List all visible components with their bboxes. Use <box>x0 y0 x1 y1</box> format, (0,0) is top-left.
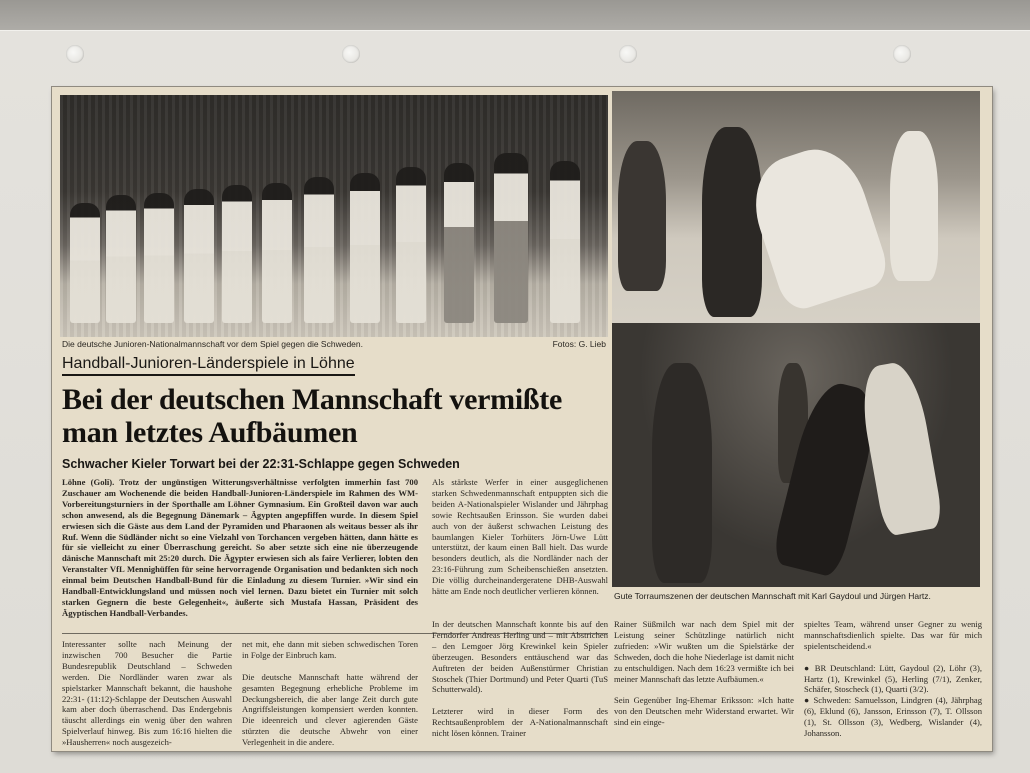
action-photo-top <box>612 91 980 337</box>
photo-credit: Fotos: G. Lieb <box>552 339 606 349</box>
team-player-figure <box>70 203 100 323</box>
kicker-title: Handball-Junioren-Länderspiele in Löhne <box>62 355 355 376</box>
lead-paragraph: Löhne (Goli). Trotz der ungünstigen Witterungsverhältnisse verfolgten immerhin fast 700 Zuschauer am Wochenende die beiden Handball-Junioren-Länderspiele im Rahmen des WM-Vorbereitungsturniers in der Sporthalle am Löhner Gymnasium. Ein Großteil davon war auch schon anwesend, als die Begegnung Dänemark – Ägypten angepfiffen wurde. In diesem Spiel erwiesen sich die Gäste aus dem Land der Pyramiden und Pharaonen als weitaus besser als ihr Ruf. Wenn die Südländer nicht so eine Vielzahl von Torchancen vergeben hätten, dann hätte es für sie vielleicht zu einer Überraschung gereicht. So aber setzte sich eine nie überzeugende dänische Mannschaft mit 25:20 durch. Die Ägypter erwiesen sich als faire Verlierer, lobten den Veranstalter VfL Mennighüffen für seine hervorragende Organisation und bedankten sich noch einmal beim Deutschen Handball-Bund für die Einladung zu diesem Turnier. »Wir sind ein Handball-Entwicklungsland und müssen noch viel lernen. Dazu bietet ein Turnier mit solch starken Gegnern die beste Gelegenheit«, äußerte sich Mustafa Hassan, Präsident des Ägyptischen Handball-Verbandes. <box>62 477 418 618</box>
action-photo-bottom <box>612 323 980 587</box>
team-player-figure <box>396 167 426 323</box>
team-photo-caption-row <box>62 339 606 349</box>
article-column-a: Interessanter sollte nach Meinung der inzwischen 700 Besucher die Partie Bundesrepublik Deutschland – Schweden werden. Die Nordländer waren zwar als spielstarker Mannschaft bekannt, die haushohe 22:31- (11:12)-Schlappe der Deutschen Auswahl kam aber doch überraschend. Das Endergebnis täuscht allerdings ein wenig über den wahren Spielverlauf hinweg. Bis zum 16:16 hielten die »Hausherren« noch ausgezeich- <box>62 639 232 748</box>
article-column-b: net mit, ehe dann mit sieben schwedischen Toren in Folge der Einbruch kam. Die deutsche Mannschaft hatte während der gesamten Begegnung erhebliche Probleme im Deckungsbereich, die aber lange Zeit durch gute Angriffsleistungen kompensiert werden konnten. Die ideenreich und clever agierenden Gäste stürzten die deutsche Abwehr von einer Verlegenheit in die andere. <box>242 639 418 748</box>
article-column-c: In der deutschen Mannschaft konnte bis auf den Ferndorfer Andreas Herling und – mit Abstrichen – den Lemgoer Jörg Krewinkel kein Spieler überzeugen. Besonders enttäuschend war das Auftreten der beiden Außenstürmer Christian Stoschek (Thier Dortmund) und Peter Quarti (TuS Schutterwald). Letzterer wird in dieser Form des Rechtsaußenproblem der A-Nationalmannschaft nicht lösen können. Trainer <box>432 619 608 739</box>
team-player-figure <box>304 177 334 323</box>
team-player-figure <box>494 153 528 323</box>
headline: Bei der deutschen Mannschaft vermißte man letztes Aufbäumen <box>62 383 562 449</box>
punch-hole <box>893 45 911 63</box>
player-figure <box>890 131 938 281</box>
player-figure <box>742 138 893 315</box>
action-photo-caption: Gute Torraumszenen der deutschen Mannschaft mit Karl Gaydoul und Jürgen Hartz. <box>614 591 931 601</box>
team-player-figure <box>262 183 292 323</box>
team-player-figure <box>350 173 380 323</box>
punch-hole <box>619 45 637 63</box>
team-player-figure <box>222 185 252 323</box>
newspaper-clipping <box>52 87 992 751</box>
team-player-figure <box>184 189 214 323</box>
player-figure <box>652 363 712 583</box>
subheadline: Schwacher Kieler Torwart bei der 22:31-Schlappe gegen Schweden <box>62 457 460 471</box>
article-column-d: Rainer Süßmilch war nach dem Spiel mit der Leistung seiner Schützlinge natürlich nicht zufrieden: »Wir wußten um die Spielstärke der Schweden, doch die hohe Niederlage ist damit nicht zu entschuldigen. Nach dem 16:23 vermißte ich bei meiner Mannschaft das letzte Aufbäumen.« Sein Gegenüber Ing-Ehemar Eriksson: »Ich hatte von den Deutschen mehr Widerstand erwartet. Wir sind ein einge- <box>614 619 794 728</box>
player-figure <box>856 359 945 537</box>
team-photo-caption: Die deutsche Junioren-Nationalmannschaft vor dem Spiel gegen die Schweden. <box>62 339 363 349</box>
team-player-figure <box>444 163 474 323</box>
team-player-figure <box>106 195 136 323</box>
punch-hole <box>66 45 84 63</box>
team-player-figure <box>144 193 174 323</box>
player-figure <box>618 141 666 291</box>
player-figure <box>702 127 762 317</box>
team-photo <box>60 95 608 337</box>
team-player-figure <box>550 161 580 323</box>
article-column-2: Als stärkste Werfer in einer ausgeglichenen starken Schwedenmannschaft entpuppten sich die beiden A-Nationalspieler Wislander und Jährphag sowie Rechtsaußen Erinsson. Sie wurden dabei auch von der äußerst schwachen Leistung des baumlangen Kieler Torhüters Jörn-Uwe Lütt unterstützt, der kaum einen Ball hielt. Das wurde besonders deutlich, als die Nordländer nach der 23:16-Führung zum Scheibenschießen ansetzten. Die völlig durcheinandergeratene DHB-Auswahl hätte am Ende noch deutlicher verlieren können. <box>432 477 608 597</box>
article-column-e: spieltes Team, während unser Gegner zu wenig mannschaftsdienlich spielte. Das war für mich spielentscheidend.« ● BR Deutschland: Lütt, Gaydoul (2), Löhr (3), Hartz (1), Krewinkel (5), Herling (7/1), Zenker, Schäfer, Stoscheck (1), Quarti (3/2). ● Schweden: Samuelsson, Lindgren (4), Jährphag (6), Eklund (6), Jansson, Erinsson (7), T. Ollsson (1), St. Ollsson (3), Wedberg, Wislander (4), Johansson. <box>804 619 982 739</box>
punch-hole <box>342 45 360 63</box>
